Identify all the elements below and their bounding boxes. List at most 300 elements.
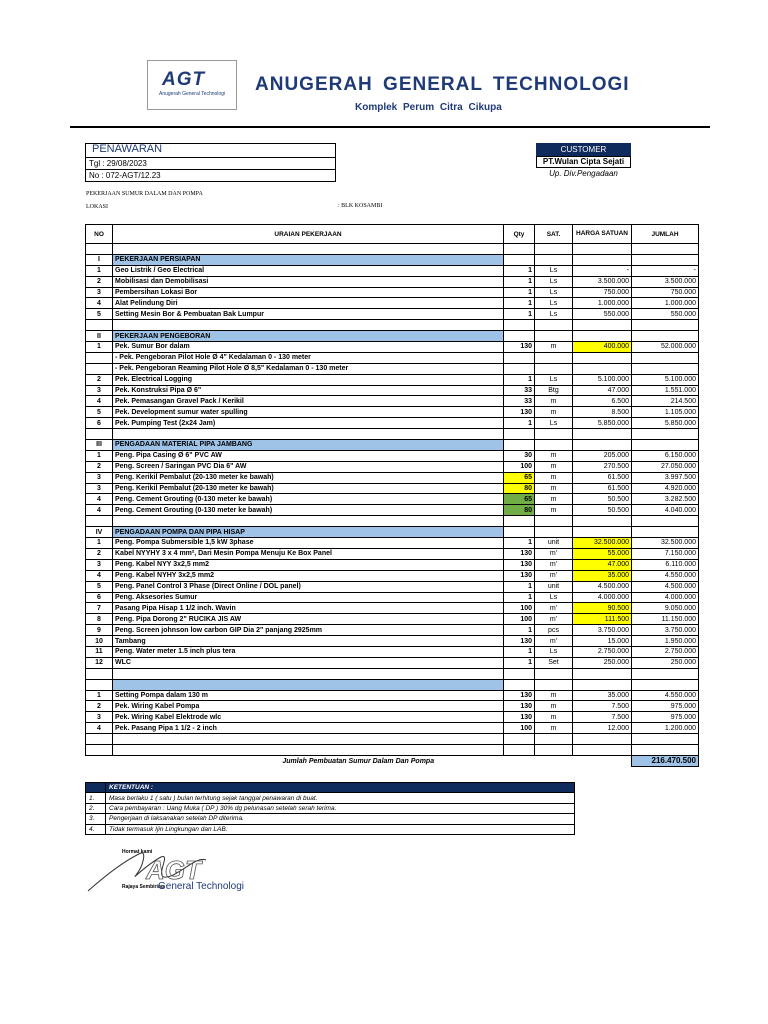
item-description: WLC	[113, 657, 504, 668]
item-number: 4	[86, 396, 113, 407]
item-price: 47.000	[573, 385, 632, 396]
item-description: Pembersihan Lokasi Bor	[113, 287, 504, 298]
item-description: Peng. Water meter 1.5 inch plus tera	[113, 646, 504, 657]
cell-unit	[535, 429, 573, 440]
table-row	[86, 309, 699, 320]
cell-unit	[535, 744, 573, 755]
cell-desc	[113, 429, 504, 440]
cell-unit	[535, 668, 573, 679]
section-number: II	[86, 331, 113, 342]
company-logo	[147, 60, 237, 110]
item-total: 1.200.000	[632, 723, 699, 734]
svg-text:AGT: AGT	[146, 855, 201, 885]
signature-greeting: Hormat kami	[122, 849, 153, 855]
item-total: 9.050.000	[632, 603, 699, 614]
cell-desc	[113, 668, 504, 679]
cell-price	[573, 331, 632, 342]
item-unit: Ls	[535, 646, 573, 657]
item-total: 250.000	[632, 657, 699, 668]
table-row	[86, 374, 699, 385]
term-row	[86, 793, 575, 803]
item-qty: 130	[504, 636, 535, 647]
item-price: -	[573, 265, 632, 276]
section-title: PENGADAAN POMPA DAN PIPA HISAP	[113, 527, 504, 538]
cell-total	[632, 254, 699, 265]
item-qty: 130	[504, 407, 535, 418]
term-number: 3.	[86, 814, 106, 824]
term-row	[86, 803, 575, 813]
cell-qty	[504, 254, 535, 265]
col-desc: URAIAN PEKERJAAN	[113, 225, 504, 244]
item-price: 35.000	[573, 570, 632, 581]
item-unit: Ls	[535, 592, 573, 603]
table-row	[86, 712, 699, 723]
cell-no	[86, 734, 113, 745]
item-description: Peng. Pipa Dorong 2" RUCIKA JIS AW	[113, 614, 504, 625]
item-qty: 65	[504, 472, 535, 483]
cell-total	[632, 734, 699, 745]
item-number	[86, 363, 113, 374]
item-total	[632, 363, 699, 374]
section-title: PEKERJAAN PENGEBORAN	[113, 331, 504, 342]
item-qty: 1	[504, 287, 535, 298]
col-total: JUMLAH	[632, 225, 699, 244]
cell-price	[573, 668, 632, 679]
item-unit: m'	[535, 636, 573, 647]
term-text: Tidak termasuk Ijin Lingkungan dan LAB.	[106, 824, 575, 834]
item-total: 2.750.000	[632, 646, 699, 657]
item-number: 3	[86, 483, 113, 494]
item-price: 47.000	[573, 559, 632, 570]
item-price: 12.000	[573, 723, 632, 734]
offer-box	[85, 143, 336, 182]
item-unit: m'	[535, 603, 573, 614]
cell-qty	[504, 516, 535, 527]
logo-subtitle: Anugerah General Technologi	[159, 91, 226, 97]
item-description: - Pek. Pengeboran Reaming Pilot Hole Ø 8,5" Kedalaman 0 - 130 meter	[113, 363, 504, 374]
item-number: 5	[86, 581, 113, 592]
item-number: 2	[86, 461, 113, 472]
item-total: 1.950.000	[632, 636, 699, 647]
cell-no	[86, 244, 113, 255]
cell-desc	[113, 734, 504, 745]
item-price: 4.000.000	[573, 592, 632, 603]
item-number: 3	[86, 559, 113, 570]
item-number: 4	[86, 298, 113, 309]
item-description: Peng. Kerikil Pembalut (20-130 meter ke bawah)	[113, 483, 504, 494]
section-row	[86, 527, 699, 538]
item-description: Peng. Screen johnson low carbon GIP Dia 2" panjang 2925mm	[113, 625, 504, 636]
item-unit: unit	[535, 538, 573, 549]
item-number: 2	[86, 701, 113, 712]
cell-qty	[504, 744, 535, 755]
item-qty: 1	[504, 374, 535, 385]
section-number: I	[86, 254, 113, 265]
cell-total	[632, 679, 699, 690]
table-row	[86, 450, 699, 461]
item-price: 750.000	[573, 287, 632, 298]
item-qty: 65	[504, 494, 535, 505]
cell-price	[573, 244, 632, 255]
customer-division: Up. Div.Pengadaan	[549, 169, 618, 178]
table-row	[86, 538, 699, 549]
item-unit: m	[535, 450, 573, 461]
offer-title: PENAWARAN	[92, 143, 163, 155]
item-description: Pek. Konstruksi Pipa Ø 6"	[113, 385, 504, 396]
cell-no	[86, 668, 113, 679]
blank-row	[86, 429, 699, 440]
item-number: 3	[86, 712, 113, 723]
table-row	[86, 483, 699, 494]
item-price: 5.100.000	[573, 374, 632, 385]
item-price: 35.000	[573, 690, 632, 701]
table-row	[86, 363, 699, 374]
table-row	[86, 407, 699, 418]
col-unit: SAT.	[535, 225, 573, 244]
item-price: 3.500.000	[573, 276, 632, 287]
grand-total-row	[86, 755, 699, 766]
item-description: Geo Listrik / Geo Electrical	[113, 265, 504, 276]
cell-total	[632, 244, 699, 255]
item-total: 11.150.000	[632, 614, 699, 625]
item-unit: m	[535, 712, 573, 723]
location-value: : BLK KOSAMBI	[338, 203, 383, 209]
item-qty: 1	[504, 298, 535, 309]
cell-qty	[504, 527, 535, 538]
cell-qty	[504, 244, 535, 255]
section-number: III	[86, 440, 113, 451]
table-row	[86, 592, 699, 603]
table-row	[86, 701, 699, 712]
logo-mark: AGT	[162, 69, 206, 90]
item-qty: 100	[504, 723, 535, 734]
table-row	[86, 625, 699, 636]
item-total: 52.000.000	[632, 342, 699, 353]
item-qty: 1	[504, 276, 535, 287]
item-unit: m'	[535, 570, 573, 581]
item-number: 1	[86, 538, 113, 549]
section-number	[86, 679, 113, 690]
cell-price	[573, 254, 632, 265]
cell-unit	[535, 320, 573, 331]
section-row	[86, 440, 699, 451]
cell-qty	[504, 429, 535, 440]
item-price: 50.500	[573, 494, 632, 505]
blank-row	[86, 516, 699, 527]
item-total: 5.850.000	[632, 418, 699, 429]
item-unit: m'	[535, 548, 573, 559]
item-total: 3.282.500	[632, 494, 699, 505]
item-qty: 33	[504, 396, 535, 407]
item-qty: 1	[504, 265, 535, 276]
item-number: 1	[86, 342, 113, 353]
location-label: LOKASI	[86, 204, 108, 210]
item-number	[86, 352, 113, 363]
term-text: Masa berlaku 1 ( satu ) bulan terhitung sejak tanggal penawaran di buat.	[106, 793, 575, 803]
cell-price	[573, 516, 632, 527]
item-description: Peng. Pipa Casing Ø 6" PVC AW	[113, 450, 504, 461]
cell-no	[86, 744, 113, 755]
cell-unit	[535, 331, 573, 342]
term-row	[86, 824, 575, 834]
table-row	[86, 603, 699, 614]
item-description: Peng. Kabel NYHY 3x2,5 mm2	[113, 570, 504, 581]
terms-header: KETENTUAN :	[106, 783, 575, 793]
cell-qty	[504, 734, 535, 745]
item-description: Pek. Wiring Kabel Pompa	[113, 701, 504, 712]
item-price: 61.500	[573, 472, 632, 483]
item-unit: m	[535, 701, 573, 712]
item-description: Peng. Kabel NYY 3x2,5 mm2	[113, 559, 504, 570]
item-number: 9	[86, 625, 113, 636]
item-unit: Btg	[535, 385, 573, 396]
item-unit: m	[535, 342, 573, 353]
item-description: Peng. Cement Grouting (0-130 meter ke bawah)	[113, 505, 504, 516]
grand-total-label: Jumlah Pembuatan Sumur Dalam Dan Pompa	[282, 757, 435, 765]
cell-price	[573, 527, 632, 538]
item-total: 4.550.000	[632, 690, 699, 701]
item-number: 2	[86, 548, 113, 559]
item-price: 15.000	[573, 636, 632, 647]
item-unit: Set	[535, 657, 573, 668]
item-price: 1.000.000	[573, 298, 632, 309]
item-qty: 1	[504, 418, 535, 429]
item-qty: 100	[504, 614, 535, 625]
item-description: Pek. Pemasangan Gravel Pack / Kerikil	[113, 396, 504, 407]
item-unit: Ls	[535, 374, 573, 385]
table-row	[86, 265, 699, 276]
item-description: Peng. Panel Control 3 Phase (Direct Online / DOL panel)	[113, 581, 504, 592]
item-description: Pek. Pasang Pipa 1 1/2 - 2 inch	[113, 723, 504, 734]
item-total: 3.750.000	[632, 625, 699, 636]
table-row	[86, 636, 699, 647]
item-price: 4.500.000	[573, 581, 632, 592]
table-row	[86, 614, 699, 625]
item-price: 5.850.000	[573, 418, 632, 429]
item-unit: Ls	[535, 298, 573, 309]
item-number: 4	[86, 723, 113, 734]
header-divider	[70, 126, 710, 128]
cell-desc	[113, 744, 504, 755]
item-description: Alat Pelindung Diri	[113, 298, 504, 309]
item-number: 2	[86, 374, 113, 385]
cell-qty	[504, 331, 535, 342]
item-qty: 1	[504, 646, 535, 657]
term-text: Cara pembayaran : Uang Muka ( DP ) 30% dg pelunasan setelah serah terima.	[106, 803, 575, 813]
term-number: 2.	[86, 803, 106, 813]
table-row	[86, 690, 699, 701]
cell-unit	[535, 440, 573, 451]
table-row	[86, 385, 699, 396]
table-row	[86, 352, 699, 363]
item-qty: 1	[504, 592, 535, 603]
item-total: 1.551.000	[632, 385, 699, 396]
item-unit: Ls	[535, 287, 573, 298]
table-row	[86, 396, 699, 407]
item-total: 1.000.000	[632, 298, 699, 309]
item-qty: 30	[504, 450, 535, 461]
item-qty: 130	[504, 712, 535, 723]
cell-desc	[113, 320, 504, 331]
item-number: 3	[86, 287, 113, 298]
item-qty: 80	[504, 483, 535, 494]
terms-table	[85, 782, 575, 835]
table-row	[86, 276, 699, 287]
item-price: 6.500	[573, 396, 632, 407]
item-qty: 1	[504, 657, 535, 668]
item-qty: 80	[504, 505, 535, 516]
cell-no	[86, 320, 113, 331]
item-qty: 1	[504, 309, 535, 320]
item-unit: m	[535, 396, 573, 407]
item-price: 270.500	[573, 461, 632, 472]
item-total: 6.110.000	[632, 559, 699, 570]
blank-row	[86, 744, 699, 755]
customer-header: CUSTOMER	[536, 143, 631, 156]
customer-name: PT.Wulan Cipta Sejati	[536, 156, 631, 168]
item-number: 10	[86, 636, 113, 647]
item-qty: 130	[504, 690, 535, 701]
item-qty: 100	[504, 603, 535, 614]
item-price: 32.500.000	[573, 538, 632, 549]
item-unit: m	[535, 505, 573, 516]
signature-person: Rajaya Sembiring	[122, 884, 164, 890]
col-price: HARGA SATUAN	[573, 225, 632, 244]
item-number: 7	[86, 603, 113, 614]
cell-unit	[535, 679, 573, 690]
table-row	[86, 494, 699, 505]
cell-total	[632, 527, 699, 538]
item-unit: m	[535, 723, 573, 734]
item-description: Pek. Sumur Bor dalam	[113, 342, 504, 353]
item-unit	[535, 352, 573, 363]
item-qty	[504, 363, 535, 374]
item-description: Mobilisasi dan Demobilisasi	[113, 276, 504, 287]
offer-number: No : 072-AGT/12.23	[86, 169, 335, 181]
blank-row	[86, 244, 699, 255]
table-row	[86, 298, 699, 309]
item-qty: 130	[504, 559, 535, 570]
cell-price	[573, 320, 632, 331]
item-price: 55.000	[573, 548, 632, 559]
cell-total	[632, 744, 699, 755]
item-number: 8	[86, 614, 113, 625]
item-total: 6.150.000	[632, 450, 699, 461]
item-number: 11	[86, 646, 113, 657]
item-price: 61.500	[573, 483, 632, 494]
col-qty: Qty	[504, 225, 535, 244]
item-qty: 130	[504, 342, 535, 353]
item-description: Peng. Screen / Saringan PVC Dia 6" AW	[113, 461, 504, 472]
item-total: 214.500	[632, 396, 699, 407]
item-number: 1	[86, 690, 113, 701]
item-unit: Ls	[535, 276, 573, 287]
cell-price	[573, 734, 632, 745]
item-total: 32.500.000	[632, 538, 699, 549]
item-total: 4.550.000	[632, 570, 699, 581]
cell-no	[86, 429, 113, 440]
item-qty: 130	[504, 570, 535, 581]
item-total: 4.040.000	[632, 505, 699, 516]
section-title	[113, 679, 504, 690]
item-total: 3.500.000	[632, 276, 699, 287]
item-qty	[504, 352, 535, 363]
item-total: 7.150.000	[632, 548, 699, 559]
item-price: 111.500	[573, 614, 632, 625]
item-number: 4	[86, 570, 113, 581]
cell-price	[573, 679, 632, 690]
cell-price	[573, 744, 632, 755]
term-number: 1.	[86, 793, 106, 803]
item-description: Tambang	[113, 636, 504, 647]
term-number: 4.	[86, 824, 106, 834]
table-row	[86, 342, 699, 353]
cell-price	[573, 429, 632, 440]
item-unit: Ls	[535, 265, 573, 276]
blank-row	[86, 668, 699, 679]
item-total: 5.100.000	[632, 374, 699, 385]
item-description: Setting Pompa dalam 130 m	[113, 690, 504, 701]
item-unit	[535, 363, 573, 374]
item-description: Peng. Pompa Submersible 1,5 kW 3phase	[113, 538, 504, 549]
cell-no	[86, 516, 113, 527]
cell-unit	[535, 516, 573, 527]
item-description: - Pek. Pengeboran Pilot Hole Ø 4" Kedalaman 0 - 130 meter	[113, 352, 504, 363]
item-total: 27.050.000	[632, 461, 699, 472]
section-row	[86, 679, 699, 690]
item-description: Peng. Aksesories Sumur	[113, 592, 504, 603]
cell-total	[632, 429, 699, 440]
cell-total	[632, 516, 699, 527]
cell-desc	[113, 244, 504, 255]
item-number: 5	[86, 407, 113, 418]
item-total: 3.997.500	[632, 472, 699, 483]
item-number: 4	[86, 505, 113, 516]
item-description: Kabel NYYHY 3 x 4 mm², Dari Mesin Pompa Menuju Ke Box Panel	[113, 548, 504, 559]
item-number: 2	[86, 276, 113, 287]
item-price: 7.500	[573, 701, 632, 712]
item-total: 750.000	[632, 287, 699, 298]
cell-unit	[535, 527, 573, 538]
item-description: Peng. Kerikil Pembalut (20-130 meter ke bawah)	[113, 472, 504, 483]
item-description: Pek. Pumping Test (2x24 Jam)	[113, 418, 504, 429]
item-description: Pek. Electrical Logging	[113, 374, 504, 385]
item-total: 975.000	[632, 701, 699, 712]
section-title: PEKERJAAN PERSIAPAN	[113, 254, 504, 265]
item-unit: m'	[535, 614, 573, 625]
cell-unit	[535, 244, 573, 255]
cell-total	[632, 440, 699, 451]
item-unit: m	[535, 690, 573, 701]
item-qty: 100	[504, 461, 535, 472]
cell-unit	[535, 734, 573, 745]
table-row	[86, 646, 699, 657]
item-unit: m	[535, 461, 573, 472]
item-total: 550.000	[632, 309, 699, 320]
table-row	[86, 559, 699, 570]
item-qty: 1	[504, 581, 535, 592]
cell-total	[632, 668, 699, 679]
item-description: Pek. Wiring Kabel Elektrode wlc	[113, 712, 504, 723]
item-unit: m	[535, 407, 573, 418]
project-title: PEKERJAAN SUMUR DALAM DAN POMPA	[86, 191, 203, 197]
item-number: 3	[86, 472, 113, 483]
term-row	[86, 814, 575, 824]
company-address: Komplek Perum Citra Cikupa	[355, 102, 502, 113]
item-total	[632, 352, 699, 363]
cell-desc	[113, 516, 504, 527]
item-total: 975.000	[632, 712, 699, 723]
